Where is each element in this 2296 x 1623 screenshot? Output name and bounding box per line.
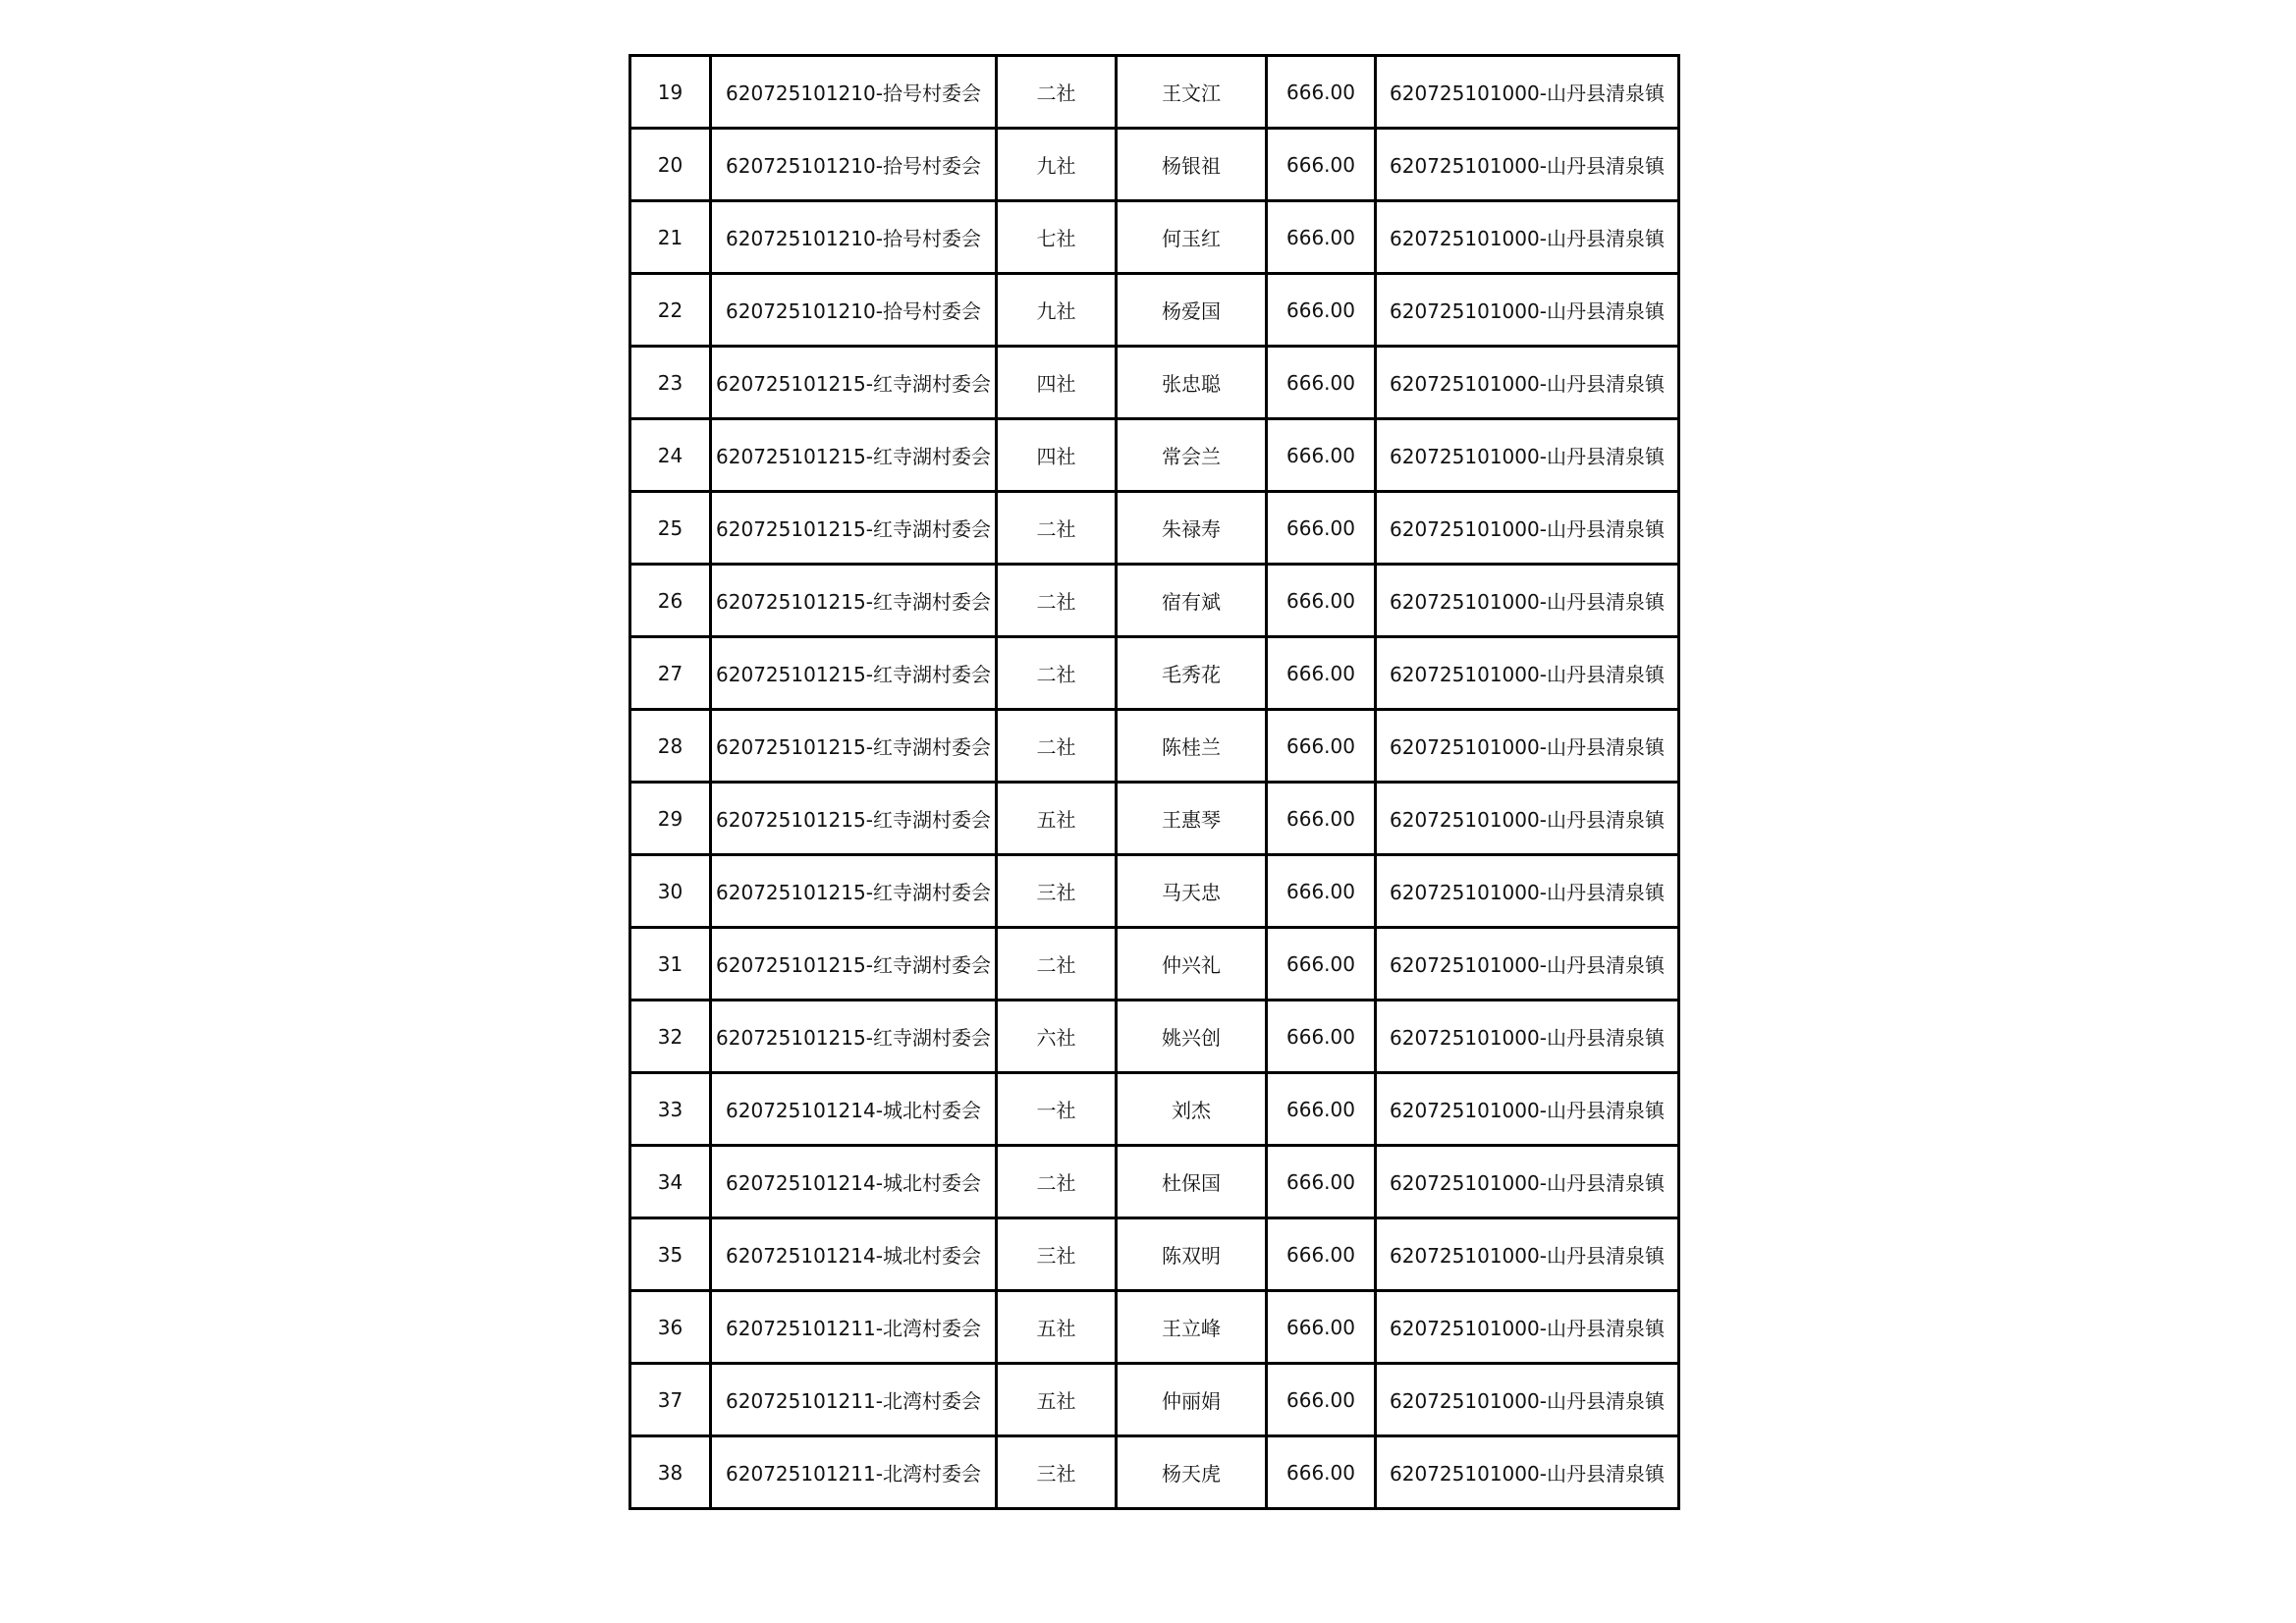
township-cell: 620725101000-山丹县清泉镇 bbox=[1376, 1218, 1679, 1291]
group-cell: 一社 bbox=[997, 1073, 1117, 1146]
person-name-cell: 张忠聪 bbox=[1117, 347, 1267, 419]
table-row bbox=[630, 419, 1679, 492]
row-number-cell: 36 bbox=[630, 1291, 711, 1364]
person-name-cell: 毛秀花 bbox=[1117, 637, 1267, 710]
village-committee-cell: 620725101214-城北村委会 bbox=[711, 1218, 997, 1291]
group-cell: 四社 bbox=[997, 419, 1117, 492]
row-number-cell: 19 bbox=[630, 56, 711, 129]
table-row bbox=[630, 855, 1679, 928]
amount-cell: 666.00 bbox=[1267, 1291, 1376, 1364]
village-committee-cell: 620725101215-红寺湖村委会 bbox=[711, 347, 997, 419]
group-cell: 六社 bbox=[997, 1001, 1117, 1073]
village-committee-cell: 620725101210-拾号村委会 bbox=[711, 56, 997, 129]
village-committee-cell: 620725101215-红寺湖村委会 bbox=[711, 492, 997, 565]
row-number-cell: 25 bbox=[630, 492, 711, 565]
village-committee-cell: 620725101215-红寺湖村委会 bbox=[711, 637, 997, 710]
amount-cell: 666.00 bbox=[1267, 710, 1376, 783]
amount-cell: 666.00 bbox=[1267, 201, 1376, 274]
person-name-cell: 仲丽娟 bbox=[1117, 1364, 1267, 1436]
person-name-cell: 杨天虎 bbox=[1117, 1436, 1267, 1509]
group-cell: 九社 bbox=[997, 129, 1117, 201]
table-row bbox=[630, 565, 1679, 637]
person-name-cell: 朱禄寿 bbox=[1117, 492, 1267, 565]
recipient-table-body bbox=[630, 56, 1679, 1509]
table-row bbox=[630, 710, 1679, 783]
amount-cell: 666.00 bbox=[1267, 1146, 1376, 1218]
township-cell: 620725101000-山丹县清泉镇 bbox=[1376, 783, 1679, 855]
township-cell: 620725101000-山丹县清泉镇 bbox=[1376, 419, 1679, 492]
group-cell: 二社 bbox=[997, 56, 1117, 129]
group-cell: 七社 bbox=[997, 201, 1117, 274]
township-cell: 620725101000-山丹县清泉镇 bbox=[1376, 201, 1679, 274]
village-committee-cell: 620725101215-红寺湖村委会 bbox=[711, 928, 997, 1001]
amount-cell: 666.00 bbox=[1267, 1436, 1376, 1509]
amount-cell: 666.00 bbox=[1267, 1218, 1376, 1291]
amount-cell: 666.00 bbox=[1267, 1073, 1376, 1146]
table-row bbox=[630, 492, 1679, 565]
group-cell: 三社 bbox=[997, 1218, 1117, 1291]
row-number-cell: 26 bbox=[630, 565, 711, 637]
table-row bbox=[630, 56, 1679, 129]
person-name-cell: 杨爱国 bbox=[1117, 274, 1267, 347]
group-cell: 三社 bbox=[997, 855, 1117, 928]
group-cell: 九社 bbox=[997, 274, 1117, 347]
group-cell: 五社 bbox=[997, 1291, 1117, 1364]
village-committee-cell: 620725101210-拾号村委会 bbox=[711, 274, 997, 347]
table-row bbox=[630, 1218, 1679, 1291]
village-committee-cell: 620725101215-红寺湖村委会 bbox=[711, 710, 997, 783]
row-number-cell: 37 bbox=[630, 1364, 711, 1436]
village-committee-cell: 620725101210-拾号村委会 bbox=[711, 201, 997, 274]
row-number-cell: 24 bbox=[630, 419, 711, 492]
group-cell: 二社 bbox=[997, 928, 1117, 1001]
person-name-cell: 常会兰 bbox=[1117, 419, 1267, 492]
township-cell: 620725101000-山丹县清泉镇 bbox=[1376, 565, 1679, 637]
amount-cell: 666.00 bbox=[1267, 419, 1376, 492]
village-committee-cell: 620725101210-拾号村委会 bbox=[711, 129, 997, 201]
person-name-cell: 刘杰 bbox=[1117, 1073, 1267, 1146]
village-committee-cell: 620725101215-红寺湖村委会 bbox=[711, 565, 997, 637]
amount-cell: 666.00 bbox=[1267, 565, 1376, 637]
group-cell: 二社 bbox=[997, 565, 1117, 637]
person-name-cell: 马天忠 bbox=[1117, 855, 1267, 928]
township-cell: 620725101000-山丹县清泉镇 bbox=[1376, 492, 1679, 565]
township-cell: 620725101000-山丹县清泉镇 bbox=[1376, 1146, 1679, 1218]
person-name-cell: 姚兴创 bbox=[1117, 1001, 1267, 1073]
person-name-cell: 何玉红 bbox=[1117, 201, 1267, 274]
person-name-cell: 仲兴礼 bbox=[1117, 928, 1267, 1001]
township-cell: 620725101000-山丹县清泉镇 bbox=[1376, 637, 1679, 710]
village-committee-cell: 620725101215-红寺湖村委会 bbox=[711, 855, 997, 928]
township-cell: 620725101000-山丹县清泉镇 bbox=[1376, 1436, 1679, 1509]
township-cell: 620725101000-山丹县清泉镇 bbox=[1376, 1364, 1679, 1436]
village-committee-cell: 620725101214-城北村委会 bbox=[711, 1073, 997, 1146]
table-row bbox=[630, 129, 1679, 201]
table-row bbox=[630, 637, 1679, 710]
person-name-cell: 杨银祖 bbox=[1117, 129, 1267, 201]
amount-cell: 666.00 bbox=[1267, 1001, 1376, 1073]
amount-cell: 666.00 bbox=[1267, 129, 1376, 201]
row-number-cell: 28 bbox=[630, 710, 711, 783]
amount-cell: 666.00 bbox=[1267, 855, 1376, 928]
amount-cell: 666.00 bbox=[1267, 274, 1376, 347]
person-name-cell: 王惠琴 bbox=[1117, 783, 1267, 855]
village-committee-cell: 620725101211-北湾村委会 bbox=[711, 1364, 997, 1436]
table-row bbox=[630, 1073, 1679, 1146]
row-number-cell: 29 bbox=[630, 783, 711, 855]
township-cell: 620725101000-山丹县清泉镇 bbox=[1376, 347, 1679, 419]
table-row bbox=[630, 1291, 1679, 1364]
row-number-cell: 38 bbox=[630, 1436, 711, 1509]
township-cell: 620725101000-山丹县清泉镇 bbox=[1376, 129, 1679, 201]
person-name-cell: 杜保国 bbox=[1117, 1146, 1267, 1218]
recipient-table bbox=[629, 54, 1680, 1510]
group-cell: 二社 bbox=[997, 637, 1117, 710]
row-number-cell: 22 bbox=[630, 274, 711, 347]
table-row bbox=[630, 347, 1679, 419]
group-cell: 五社 bbox=[997, 783, 1117, 855]
township-cell: 620725101000-山丹县清泉镇 bbox=[1376, 1001, 1679, 1073]
township-cell: 620725101000-山丹县清泉镇 bbox=[1376, 274, 1679, 347]
township-cell: 620725101000-山丹县清泉镇 bbox=[1376, 710, 1679, 783]
amount-cell: 666.00 bbox=[1267, 347, 1376, 419]
row-number-cell: 27 bbox=[630, 637, 711, 710]
row-number-cell: 32 bbox=[630, 1001, 711, 1073]
group-cell: 二社 bbox=[997, 710, 1117, 783]
row-number-cell: 35 bbox=[630, 1218, 711, 1291]
group-cell: 二社 bbox=[997, 1146, 1117, 1218]
township-cell: 620725101000-山丹县清泉镇 bbox=[1376, 928, 1679, 1001]
person-name-cell: 王立峰 bbox=[1117, 1291, 1267, 1364]
row-number-cell: 23 bbox=[630, 347, 711, 419]
table-row bbox=[630, 783, 1679, 855]
row-number-cell: 21 bbox=[630, 201, 711, 274]
amount-cell: 666.00 bbox=[1267, 928, 1376, 1001]
group-cell: 四社 bbox=[997, 347, 1117, 419]
village-committee-cell: 620725101211-北湾村委会 bbox=[711, 1436, 997, 1509]
person-name-cell: 陈桂兰 bbox=[1117, 710, 1267, 783]
township-cell: 620725101000-山丹县清泉镇 bbox=[1376, 855, 1679, 928]
row-number-cell: 31 bbox=[630, 928, 711, 1001]
village-committee-cell: 620725101214-城北村委会 bbox=[711, 1146, 997, 1218]
village-committee-cell: 620725101215-红寺湖村委会 bbox=[711, 783, 997, 855]
row-number-cell: 20 bbox=[630, 129, 711, 201]
table-row bbox=[630, 1364, 1679, 1436]
table-row bbox=[630, 1436, 1679, 1509]
amount-cell: 666.00 bbox=[1267, 492, 1376, 565]
table-row bbox=[630, 1001, 1679, 1073]
township-cell: 620725101000-山丹县清泉镇 bbox=[1376, 1073, 1679, 1146]
group-cell: 五社 bbox=[997, 1364, 1117, 1436]
village-committee-cell: 620725101215-红寺湖村委会 bbox=[711, 419, 997, 492]
township-cell: 620725101000-山丹县清泉镇 bbox=[1376, 1291, 1679, 1364]
row-number-cell: 30 bbox=[630, 855, 711, 928]
group-cell: 二社 bbox=[997, 492, 1117, 565]
table-row bbox=[630, 928, 1679, 1001]
row-number-cell: 33 bbox=[630, 1073, 711, 1146]
amount-cell: 666.00 bbox=[1267, 56, 1376, 129]
person-name-cell: 陈双明 bbox=[1117, 1218, 1267, 1291]
group-cell: 三社 bbox=[997, 1436, 1117, 1509]
person-name-cell: 王文江 bbox=[1117, 56, 1267, 129]
row-number-cell: 34 bbox=[630, 1146, 711, 1218]
amount-cell: 666.00 bbox=[1267, 783, 1376, 855]
amount-cell: 666.00 bbox=[1267, 1364, 1376, 1436]
table-row bbox=[630, 274, 1679, 347]
amount-cell: 666.00 bbox=[1267, 637, 1376, 710]
table-row bbox=[630, 1146, 1679, 1218]
table-row bbox=[630, 201, 1679, 274]
village-committee-cell: 620725101211-北湾村委会 bbox=[711, 1291, 997, 1364]
village-committee-cell: 620725101215-红寺湖村委会 bbox=[711, 1001, 997, 1073]
township-cell: 620725101000-山丹县清泉镇 bbox=[1376, 56, 1679, 129]
person-name-cell: 宿有斌 bbox=[1117, 565, 1267, 637]
